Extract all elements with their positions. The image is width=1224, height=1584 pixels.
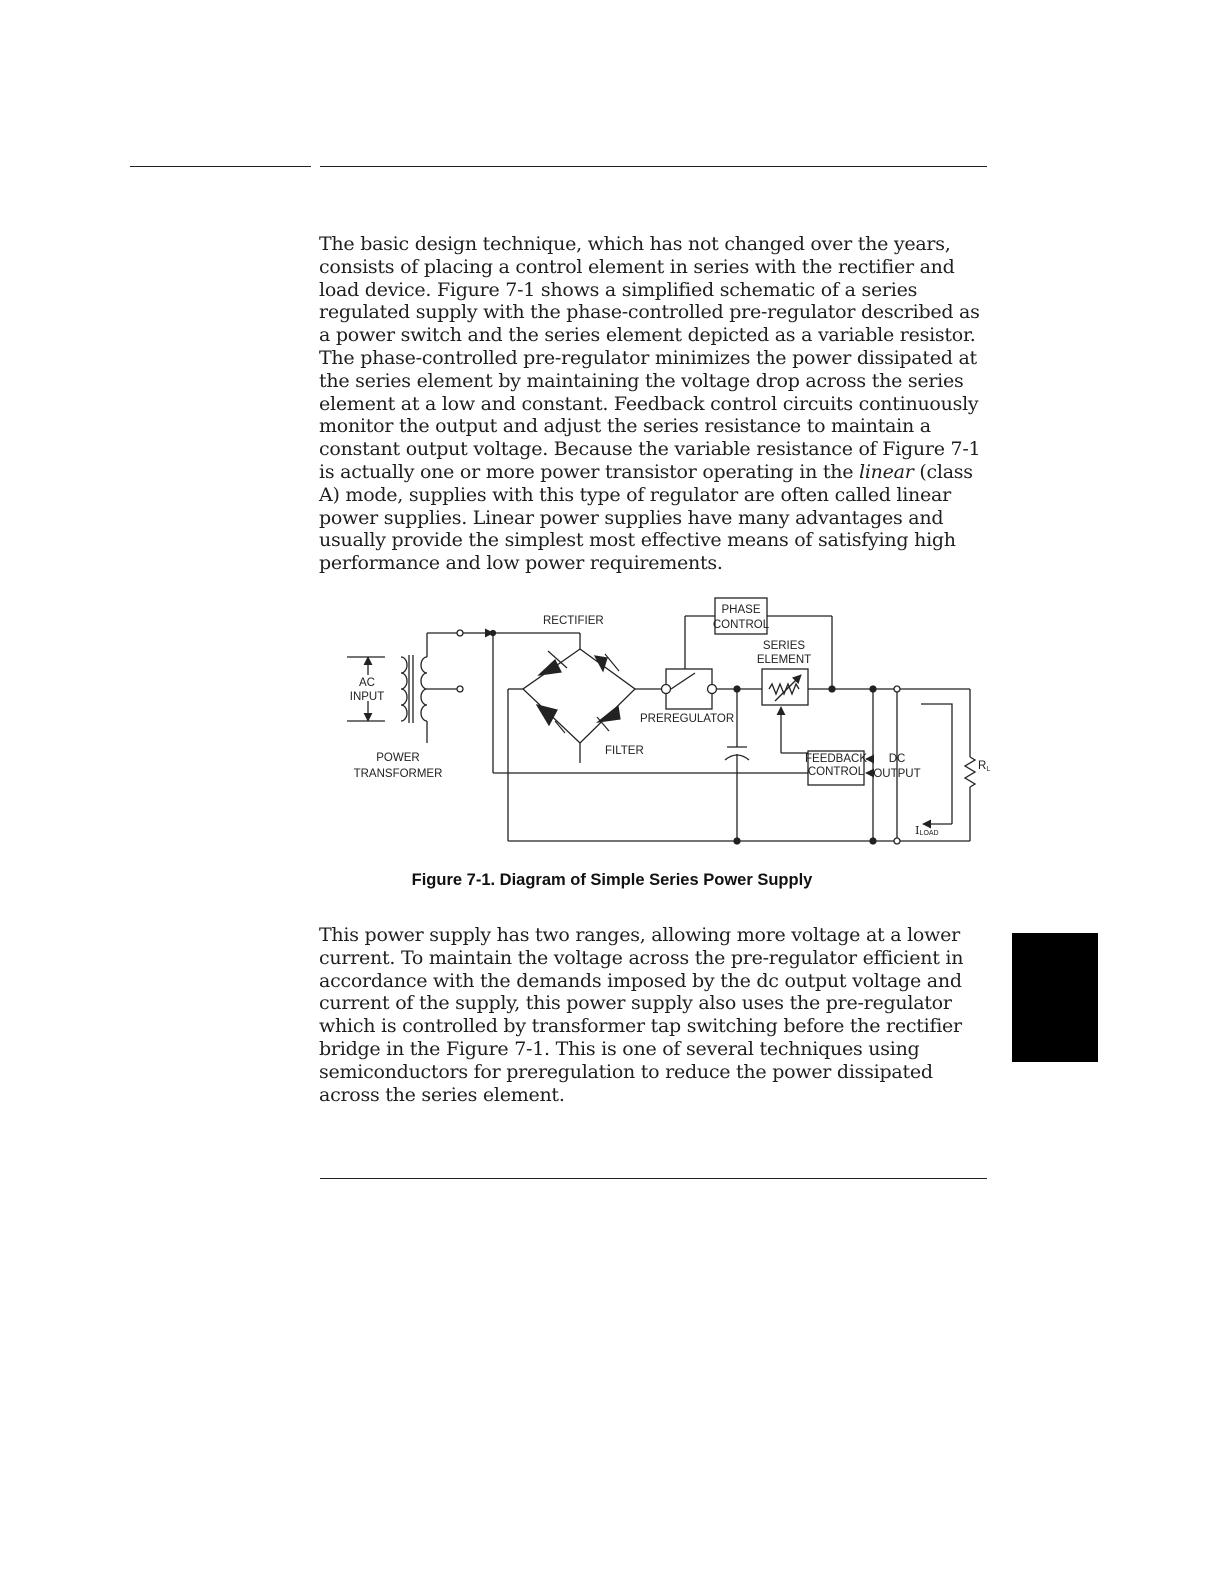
label-rectifier: RECTIFIER <box>543 615 604 627</box>
label-iload: ILOAD <box>915 823 939 837</box>
chapter-tab-marker <box>1012 933 1098 1062</box>
label-phase: PHASE <box>721 604 761 616</box>
header-rule-right <box>320 166 987 167</box>
footer-rule <box>320 1178 987 1179</box>
label-phase-control: CONTROL <box>712 619 770 631</box>
label-dc: DC <box>888 753 906 765</box>
label-ac-input: INPUT <box>349 691 385 703</box>
diode-bottom-right <box>598 706 620 722</box>
header-rule-left <box>130 166 311 167</box>
label-feedback-control: CONTROL <box>807 766 865 778</box>
intro-paragraph: The basic design technique, which has not changed over the years, consists of placing a control element in series with the rectifier and load device. Figure 7-1 shows a simplified schematic of a series regulated supply with the phase-controlled pre-regulator described as a power switch and the series element depicted as a variable resistor. The phase-controlled pre-regulator minimizes the power dissipated at the series element by maintaining the voltage drop across the series element at a low and constant. Feedback control circuits continuously monitor the output and adjust the series resistance to maintain a constant output voltage. Because the variable resistance of Figure 7-1 is actually one or more power transistor operating in the linear (class A) mode, supplies with this type of regulator are often called linear power supplies. Linear power supplies have many advantages and usually provide the simplest most effective means of satisfying high performance and low power requirements. <box>319 233 981 575</box>
label-preregulator: PREREGULATOR <box>640 713 735 725</box>
series-power-supply-diagram <box>335 593 991 853</box>
label-rl: RL <box>978 760 991 773</box>
diode-bottom-left <box>537 705 557 725</box>
label-filter: FILTER <box>605 745 644 757</box>
label-ac: AC <box>359 677 375 689</box>
label-power: POWER <box>376 752 420 764</box>
figure-caption: Figure 7-1. Diagram of Simple Series Power Supply <box>411 871 813 889</box>
ranges-paragraph: This power supply has two ranges, allowing more voltage at a lower current. To maintain the voltage across the pre-regulator efficient in accordance with the demands imposed by the dc output voltage and current of the supply, this power supply also uses the pre-regulator which is controlled by transformer tap switching before the rectifier bridge in the Figure 7-1. This is one of several techniques using semiconductors for preregulation to reduce the power dissipated across the series element. <box>319 924 964 1106</box>
label-dc-output: OUTPUT <box>873 768 921 780</box>
label-feedback: FEEDBACK <box>805 753 867 765</box>
linear-emphasis: linear <box>859 460 914 483</box>
diode-top-left <box>539 660 561 675</box>
diode-top-right <box>595 656 607 671</box>
label-series: SERIES <box>762 640 806 652</box>
label-transformer: TRANSFORMER <box>353 768 443 780</box>
label-series-element: ELEMENT <box>756 654 812 666</box>
